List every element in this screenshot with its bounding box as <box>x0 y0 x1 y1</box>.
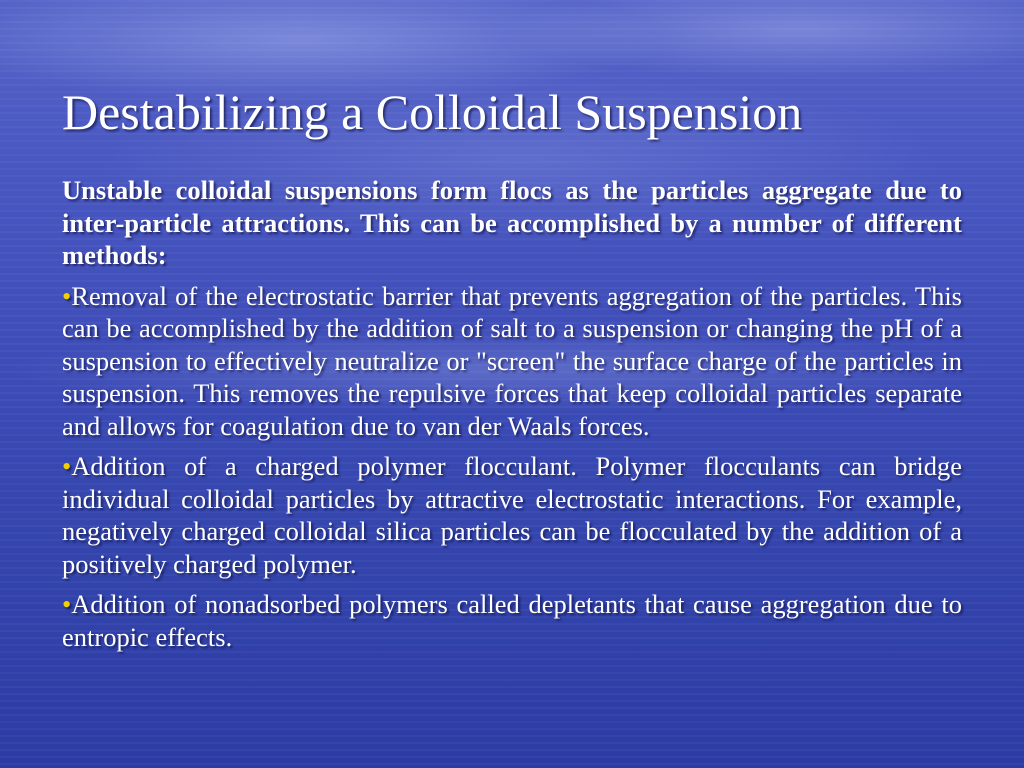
bullet-dot-icon: • <box>62 589 72 619</box>
bullet-item <box>62 588 962 653</box>
bullet-text: Addition of nonadsorbed polymers called depletants that cause aggregation due to entropic effects. <box>62 589 962 652</box>
intro-paragraph: Unstable colloidal suspensions form flocs as the particles aggregate due to inter-particle attractions. This can be accomplished by a number of different methods: <box>62 175 962 270</box>
slide-body <box>62 174 962 661</box>
bullet-item <box>62 450 962 580</box>
bullet-text: Removal of the electrostatic barrier that prevents aggregation of the particles. This can be accomplished by the addition of salt to a suspension or changing the pH of a suspension to effectively neutralize or "screen" the surface charge of the particles in suspension. This removes the repulsive forces that keep colloidal particles separate and allows for coagulation due to van der Waals forces. <box>62 280 962 441</box>
slide-title: Destabilizing a Colloidal Suspension <box>62 84 803 140</box>
bullet-text: Addition of a charged polymer flocculant. Polymer flocculants can bridge individual colloidal particles by attractive electrostatic interactions. For example, negatively charged colloidal silica particles can be flocculated by the addition of a positively charged polymer. <box>62 451 962 579</box>
bullet-dot-icon: • <box>62 451 72 481</box>
bullet-item <box>62 280 962 443</box>
bullet-dot-icon: • <box>62 280 72 311</box>
